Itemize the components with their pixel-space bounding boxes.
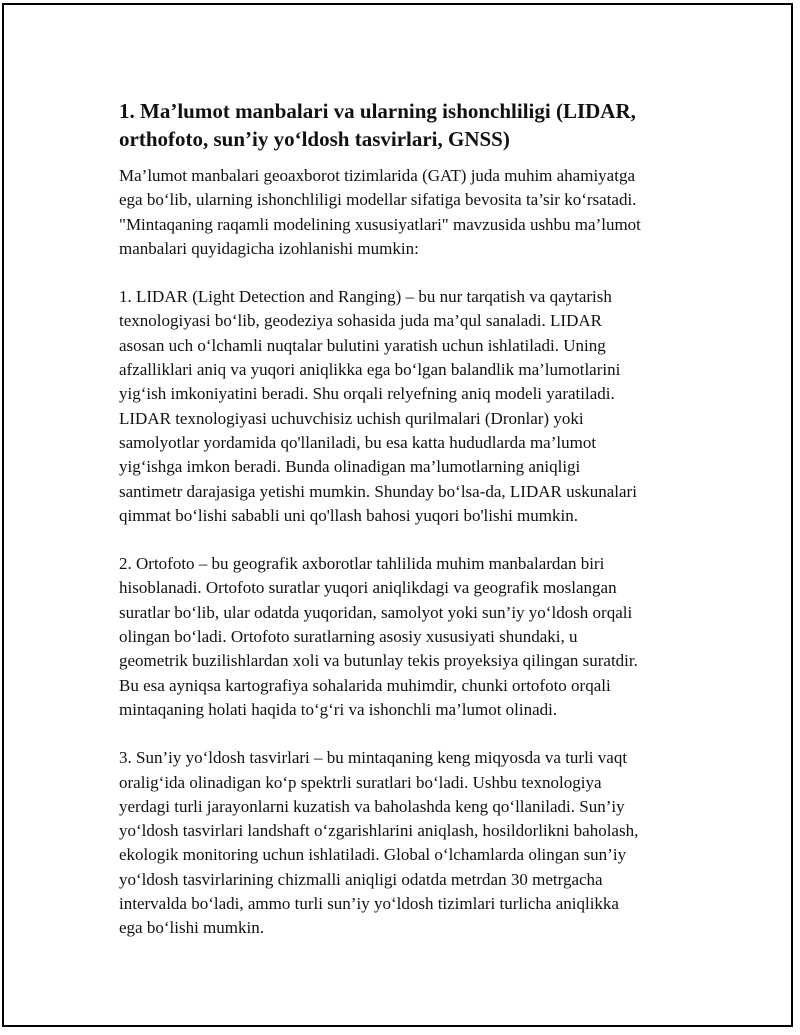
document-page bbox=[2, 3, 793, 1027]
intro-paragraph: Ma’lumot manbalari geoaxborot tizimlarida (GAT) juda muhim ahamiyatga ega bo‘lib, ularning ishonchliligi modellar sifatiga bevosita ta’sir ko‘rsatadi. "Mintaqaning raqamli modelining xususiyatlari" mavzusida ushbu ma’lumot manbalari quyidagicha izohlanishi mumkin: bbox=[119, 166, 641, 258]
document-body bbox=[119, 97, 694, 965]
section-heading: 1. Ma’lumot manbalari va ularning ishonchliligi (LIDAR, orthofoto, sun’iy yo‘ldosh tasvirlari, GNSS) bbox=[119, 99, 636, 151]
lidar-paragraph: 1. LIDAR (Light Detection and Ranging) – bu nur tarqatish va qaytarish texnologiyasi bo‘lib, geodeziya sohasida juda ma’qul sanaladi. LIDAR asosan uch o‘lchamli nuqtalar bulutini yaratish uchun ishlatiladi. Uning afzalliklari aniq va yuqori aniqlikka ega bo‘lgan balandlik ma’lumotlarini yig‘ish imkoniyatini beradi. Shu orqali relyefning aniq modeli yaratiladi. LIDAR texnologiyasi uchuvchisiz uchish qurilmalari (Dronlar) yoki samolyotlar yordamida qo'llaniladi, bu esa katta hududlarda ma’lumot yig‘ishga imkon beradi. Bunda olinadigan ma’lumotlarning aniqligi santimetr darajasiga yetishi mumkin. Shunday bo‘lsa-da, LIDAR uskunalari qimmat bo‘lishi sababli uni qo'llash bahosi yuqori bo'lishi mumkin. bbox=[119, 287, 637, 525]
satellite-imagery-paragraph: 3. Sun’iy yo‘ldosh tasvirlari – bu mintaqaning keng miqyosda va turli vaqt oralig‘ida olinadigan ko‘p spektrli suratlari bo‘ladi. Ushbu texnologiya yerdagi turli jarayonlarni kuzatish va baholashda keng qo‘llaniladi. Sun’iy yo‘ldosh tasvirlari landshaft o‘zgarishlarini aniqlash, hosildorlikni baholash, ekologik monitoring uchun ishlatiladi. Global o‘lchamlarda olingan sun’iy yo‘ldosh tasvirlarining chizmalli aniqligi odatda metrdan 30 metrgacha intervalda bo‘ladi, ammo turli sun’iy yo‘ldosh tizimlari turlicha aniqlikka ega bo‘lishi mumkin. bbox=[119, 748, 639, 938]
orthophoto-paragraph: 2. Ortofoto – bu geografik axborotlar tahlilida muhim manbalardan biri hisoblanadi. Ortofoto suratlar yuqori aniqlikdagi va geografik moslangan suratlar bo‘lib, ular odatda yuqoridan, samolyot yoki sun’iy yo‘ldosh orqali olingan bo‘ladi. Ortofoto suratlarning asosiy xususiyati shundaki, u geometrik buzilishlardan xoli va butunlay tekis proyeksiya qilingan suratdir. Bu esa ayniqsa kartografiya sohalarida muhimdir, chunki ortofoto orqali mintaqaning holati haqida to‘g‘ri va ishonchli ma’lumot olinadi. bbox=[119, 554, 638, 719]
